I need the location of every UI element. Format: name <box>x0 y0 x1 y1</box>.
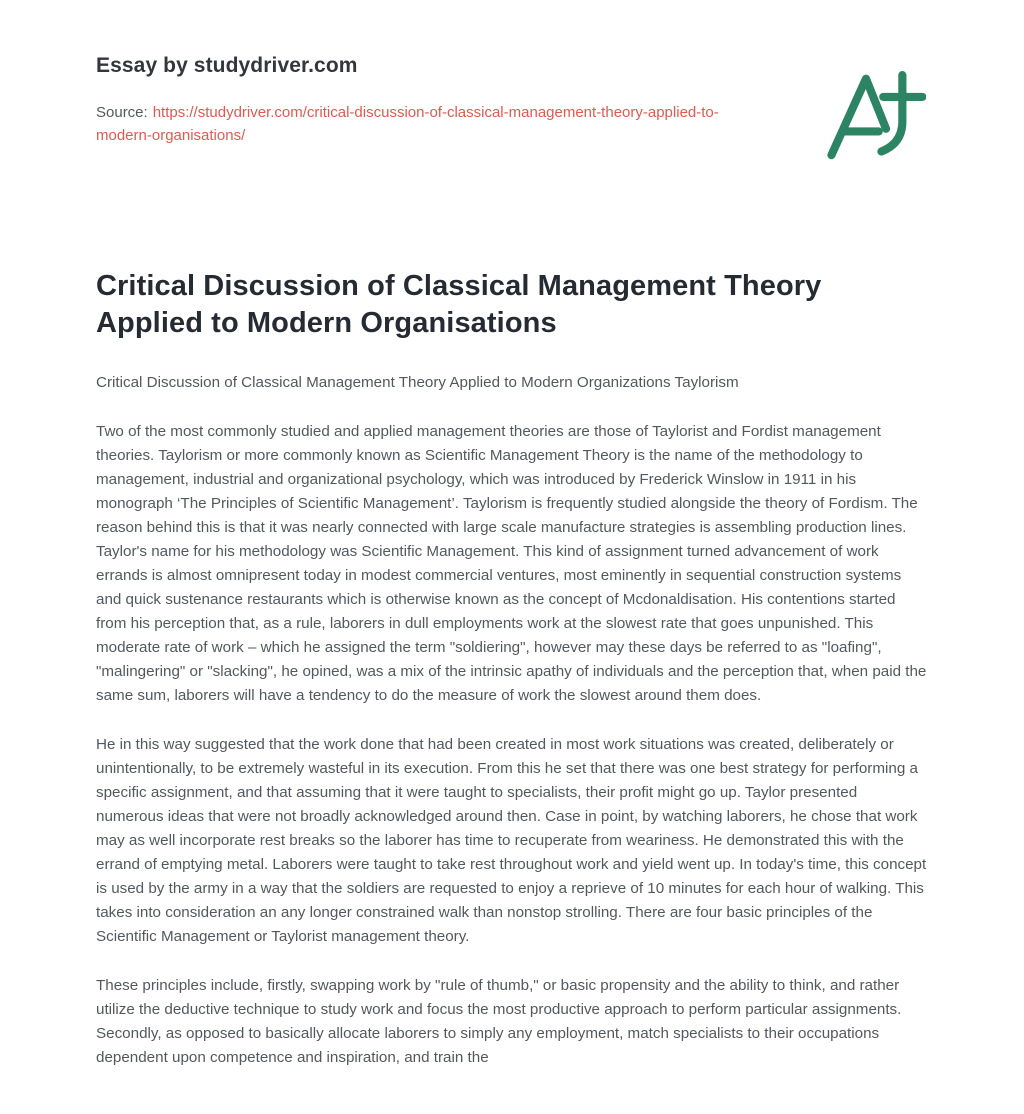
source-label: Source: <box>96 104 148 121</box>
byline: Essay by studydriver.com <box>96 54 358 77</box>
header-text-block <box>96 54 724 147</box>
logo-plus-stem <box>881 75 902 151</box>
article <box>96 268 928 1070</box>
article-paragraph-3: These principles include, firstly, swapping work by "rule of thumb," or basic propensity and the ability to think, and rather utilize the deductive technique to study work and focus the most productive approach to perform particular assignments. Secondly, as opposed to basically allocate laborers to simply any employment, match specialists to their occupations dependent upon competence and inspiration, and train the <box>96 976 902 1066</box>
article-title: Critical Discussion of Classical Management Theory Applied to Modern Organisations <box>96 270 822 339</box>
source-link[interactable]: https://studydriver.com/critical-discussion-of-classical-management-theory-applied-to-modern-organisations/ <box>96 104 719 144</box>
article-subtitle: Critical Discussion of Classical Management Theory Applied to Modern Organizations Taylorism <box>96 374 739 392</box>
logo-letter-a <box>831 79 886 155</box>
header <box>96 54 928 164</box>
source-line <box>96 102 724 147</box>
article-paragraph-1: Two of the most commonly studied and applied management theories are those of Taylorist and Fordist management theories. Taylorism or more commonly known as Scientific Management Theory is the name of the methodology to management, industrial and organizational psychology, which was introduced by Frederick Winslow in 1911 in his monograph ‘The Principles of Scientific Management’. Taylorism is frequently studied alongside the theory of Fordism. The reason behind this is that it was nearly connected with large scale manufacture strategies is assembling production lines. Taylor's name for his methodology was Scientific Management. This kind of assignment turned advancement of work errands is almost omnipresent today in modest commercial ventures, most eminently in sequential construction systems and quick sustenance restaurants which is otherwise known as the concept of Mcdonaldisation. His contentions started from his perception that, as a rule, laborers in dull employments work at the slowest rate that goes unpunished. This moderate rate of work – which he assigned the term "soldiering", however may these days be referred to as "loafing", "malingering" or "slacking", he opined, was a mix of the intrinsic apathy of individuals and the perception that, when paid the same sum, laborers will have a tendency to do the measure of work the slowest around them does. <box>96 422 927 704</box>
studydriver-logo-icon <box>826 68 926 164</box>
article-paragraph-2: He in this way suggested that the work done that had been created in most work situations was created, deliberately or unintentionally, to be extremely wasteful in its execution. From this he set that there was one best strategy for performing a specific assignment, and that assuming that it were taught to specialists, their profit might go up. Taylor presented numerous ideas that were not broadly acknowledged around then. Case in point, by watching laborers, he chose that work may as well incorporate rest breaks so the laborer has time to recuperate from weariness. He demonstrated this with the errand of emptying metal. Laborers were taught to take rest throughout work and yield went up. In today's time, this concept is used by the army in a way that the soldiers are requested to enjoy a reprieve of 10 minutes for each hour of walking. This takes into consideration an any longer constrained walk than nonstop strolling. There are four basic principles of the Scientific Management or Taylorist management theory. <box>96 735 927 945</box>
